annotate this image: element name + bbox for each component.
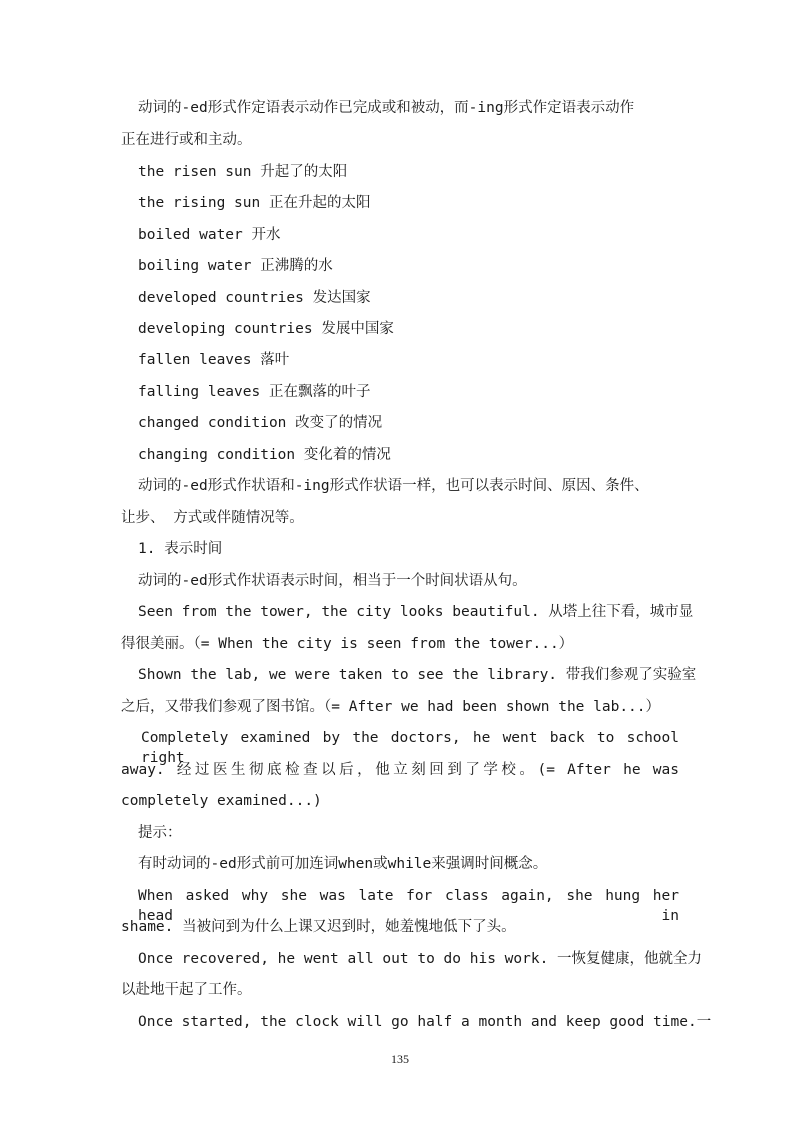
text-line: Once started, the clock will go half a month and keep good time.一 xyxy=(138,1014,712,1030)
text-line: completely examined...) xyxy=(121,793,322,809)
text-line: 得很美丽。（= When the city is seen from the tower...） xyxy=(121,636,574,652)
text-line: changing condition 变化着的情况 xyxy=(138,447,391,463)
text-line: 以赴地干起了工作。 xyxy=(121,982,252,998)
text-line: 动词的-ed形式作定语表示动作已完成或和被动，而-ing形式作定语表示动作 xyxy=(138,100,635,116)
text-line: developed countries 发达国家 xyxy=(138,290,371,306)
text-line: 提示： xyxy=(138,825,182,841)
text-line: boiled water 开水 xyxy=(138,227,281,243)
text-line: the risen sun 升起了的太阳 xyxy=(138,164,348,180)
text-line: the rising sun 正在升起的太阳 xyxy=(138,195,371,211)
justified-text: When asked why she was late for class again, she hung her head in xyxy=(138,888,679,924)
text-line: 之后，又带我们参观了图书馆。（= After we had been shown the lab...） xyxy=(121,699,661,715)
text-line: boiling water 正沸腾的水 xyxy=(138,258,333,274)
section-heading: 1. 表示时间 xyxy=(138,541,223,557)
text-line: 正在进行或和主动。 xyxy=(121,132,252,148)
text-line: 有时动词的-ed形式前可加连词when或while来强调时间概念。 xyxy=(138,856,548,872)
justified-text: Completely examined by the doctors, he went back to school right xyxy=(141,730,679,766)
text-line: developing countries 发展中国家 xyxy=(138,321,394,337)
text-line: 动词的-ed形式作状语表示时间，相当于一个时间状语从句。 xyxy=(138,573,527,589)
text-line: 动词的-ed形式作状语和-ing形式作状语一样，也可以表示时间、原因、条件、 xyxy=(138,478,649,494)
text-line xyxy=(121,760,679,780)
text-line: Shown the lab, we were taken to see the library. 带我们参观了实验室 xyxy=(138,667,697,683)
text-line: Once recovered, he went all out to do his work. 一恢复健康，他就全力 xyxy=(138,951,703,967)
text-line: Seen from the tower, the city looks beautiful. 从塔上往下看，城市显 xyxy=(138,604,694,620)
justified-text: away. 经过医生彻底检查以后，他立刻回到了学校。(= After he was xyxy=(121,762,679,778)
text-line: shame. 当被问到为什么上课又迟到时，她羞愧地低下了头。 xyxy=(121,919,516,935)
text-line: falling leaves 正在飘落的叶子 xyxy=(138,384,371,400)
text-line: 让步、 方式或伴随情况等。 xyxy=(121,510,304,526)
page-number: 135 xyxy=(391,1052,409,1066)
text-line: changed condition 改变了的情况 xyxy=(138,415,383,431)
text-line: fallen leaves 落叶 xyxy=(138,352,290,368)
